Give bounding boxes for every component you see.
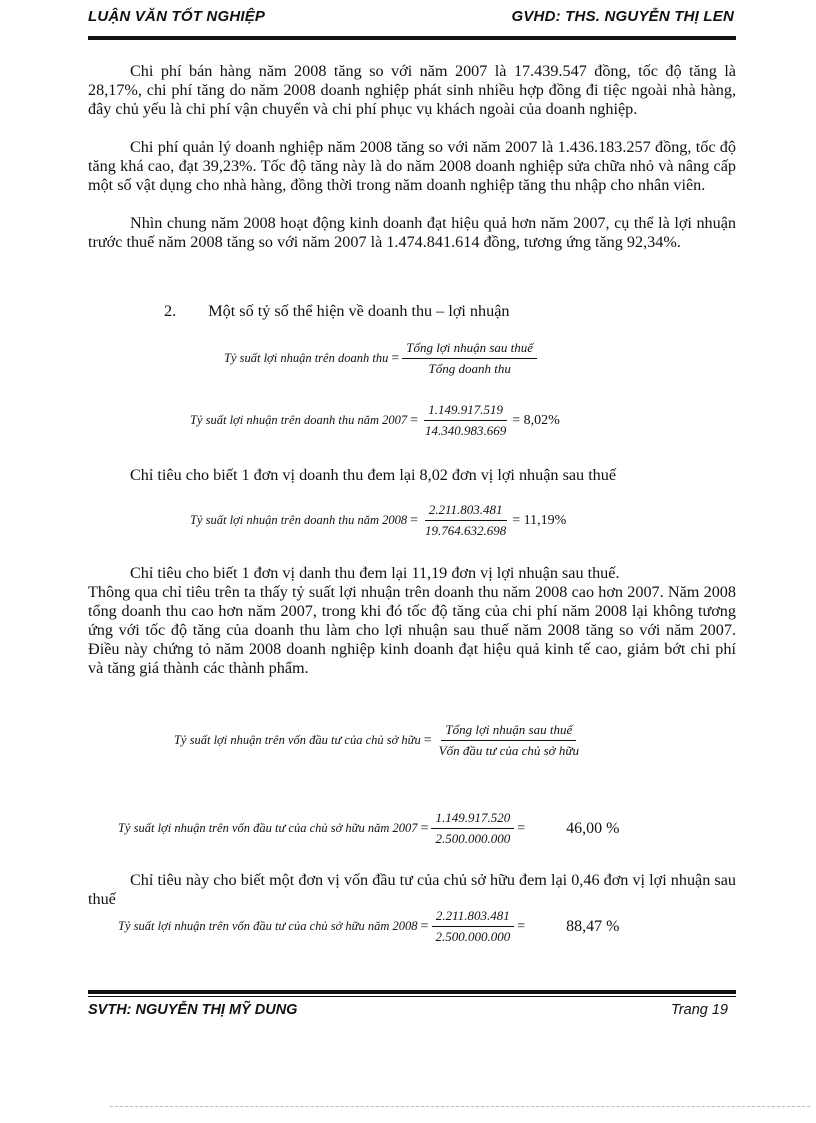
denominator: 2.500.000.000 — [435, 831, 511, 846]
paragraph-equity-note: Chỉ tiêu này cho biết một đơn vị vốn đầu tư của chủ sở hữu đem lại 0,46 đơn vị lợi nhuận sau thuế — [88, 871, 736, 908]
paragraph-overall-profit: Nhìn chung năm 2008 hoạt động kinh doanh đạt hiệu quả hơn năm 2007, cụ thể là lợi nhuận trước thuế năm 2008 tăng so với năm 2007 là 1.474.841.614 đồng, tương ứng tăng 92,34%. — [88, 214, 736, 251]
formula-label: Tỷ suất lợi nhuận trên vốn đầu tư của chủ sở hữu năm 2008 — [118, 919, 418, 933]
formula-result: 46,00 % — [566, 819, 620, 837]
fraction — [431, 908, 514, 945]
denominator: 14.340.983.669 — [425, 423, 507, 438]
formula-result: = 8,02% — [512, 412, 560, 428]
header-advisor: GVHD: THS. NGUYỄN THỊ LEN — [511, 8, 734, 25]
formula-profit-on-revenue-2008: Tỷ suất lợi nhuận trên doanh thu năm 2008 = $\frac{2.211.803.481}{19.764.632.698}$ = 11,19% — [190, 502, 567, 538]
page-number: Trang 19 — [671, 1002, 728, 1018]
paragraph-admin-expenses: Chi phí quản lý doanh nghiệp năm 2008 tăng so với năm 2007 là 1.436.183.257 đồng, tốc độ tăng khá cao, đạt 39,23%. Tốc độ tăng này là do năm 2008 doanh nghiệp sửa chữa nhỏ và nâng cấp một số vật dụng cho nhà hàng, đồng thời trong năm doanh nghiệp tăng thu nhập cho nhân viên. — [88, 138, 736, 194]
formula-label: Tỷ suất lợi nhuận trên doanh thu năm 2008 — [190, 513, 408, 527]
denominator: 19.764.632.698 — [425, 523, 507, 538]
page-header — [88, 8, 734, 30]
fraction — [421, 402, 510, 439]
footer-rule-thin — [88, 996, 736, 997]
fraction — [435, 722, 583, 759]
denominator: Vốn đầu tư của chủ sở hữu — [438, 743, 579, 758]
footer-rule-thick — [88, 990, 736, 994]
section-heading — [164, 302, 510, 321]
formula-label: Tỷ suất lợi nhuận trên vốn đầu tư của chủ sở hữu — [174, 733, 421, 747]
paragraph-analysis: Thông qua chỉ tiêu trên ta thấy tỷ suất lợi nhuận trên doanh thu năm 2008 cao hơn 2007. Năm 2008 tổng doanh thu cao hơn năm 2007, trong khi đó tốc độ tăng của chi phí năm 2008 lại không tương ứng với tốc độ tăng của doanh thu làm cho lợi nhuận sau thuế năm 2008 tăng so với năm 2007. Điều này chứng tỏ năm 2008 doanh nghiệp kinh doanh đạt hiệu quả kinh tế cao, giảm bớt chi phí và tăng giá thành các thành phẩm. — [88, 583, 736, 677]
fraction — [421, 502, 510, 539]
note-2008-ratio: Chỉ tiêu cho biết 1 đơn vị danh thu đem lại 11,19 đơn vị lợi nhuận sau thuế. — [130, 564, 620, 582]
header-thesis-title: LUẬN VĂN TỐT NGHIỆP — [88, 8, 266, 25]
formula-result: = 11,19% — [512, 512, 567, 528]
section-number: 2. — [164, 302, 177, 320]
formula-label: Tỷ suất lợi nhuận trên doanh thu — [224, 351, 389, 365]
formula-label: Tỷ suất lợi nhuận trên doanh thu năm 2007 — [190, 413, 408, 427]
paragraph-selling-expenses: Chi phí bán hàng năm 2008 tăng so với năm 2007 là 17.439.547 đồng, tốc độ tăng là 28,17%, chi phí tăng do năm 2008 doanh nghiệp phát sinh nhiều hợp đồng đi tiệc ngoài nhà hàng, đây chủ yếu là chi phí vận chuyển và chi phí phục vụ khách ngoài của doanh nghiệp. — [88, 62, 736, 118]
numerator: Tổng lợi nhuận sau thuế — [441, 722, 576, 741]
numerator: 2.211.803.481 — [432, 908, 514, 927]
formula-return-on-equity: Tỷ suất lợi nhuận trên vốn đầu tư của chủ sở hữu = $\frac{\text{Tổng lợi nhuận sau thuế}}{\text{Vốn đầu tư của chủ sở hữu}}$ — [174, 722, 583, 759]
denominator: Tổng doanh thu — [428, 361, 511, 376]
note-2007-ratio: Chỉ tiêu cho biết 1 đơn vị doanh thu đem lại 8,02 đơn vị lợi nhuận sau thuế — [130, 466, 617, 484]
formula-profit-on-revenue-2007: Tỷ suất lợi nhuận trên doanh thu năm 2007 = $\frac{1.149.917.519}{14.340.983.669}$ = 8,02% — [190, 402, 560, 438]
fraction — [431, 810, 514, 847]
formula-result: 88,47 % — [566, 917, 620, 935]
formula-profit-on-revenue: Tỷ suất lợi nhuận trên doanh thu = $\frac{\text{Tổng lợi nhuận sau thuế}}{\text{Tổng doanh thu}}$ — [224, 340, 537, 377]
footer-student: SVTH: NGUYỄN THỊ MỸ DUNG — [88, 1002, 298, 1018]
numerator: 1.149.917.519 — [424, 402, 507, 421]
formula-return-on-equity-2007: Tỷ suất lợi nhuận trên vốn đầu tư của chủ sở hữu năm 2007 = $\frac{1.149.917.520}{2.500.000.000}$ = 46,00 % — [118, 810, 620, 846]
formula-return-on-equity-2008: Tỷ suất lợi nhuận trên vốn đầu tư của chủ sở hữu năm 2008 = $\frac{2.211.803.481}{2.500.000.000}$ = 88,47 % — [118, 908, 620, 944]
section-title: Một số tỷ số thể hiện về doanh thu – lợi nhuận — [208, 302, 510, 320]
denominator: 2.500.000.000 — [435, 929, 511, 944]
formula-label: Tỷ suất lợi nhuận trên vốn đầu tư của chủ sở hữu năm 2007 — [118, 821, 418, 835]
header-rule — [88, 36, 736, 40]
numerator: 1.149.917.520 — [431, 810, 514, 829]
fraction — [402, 340, 537, 377]
scan-edge-mark — [110, 1106, 810, 1108]
numerator: 2.211.803.481 — [425, 502, 507, 521]
numerator: Tổng lợi nhuận sau thuế — [402, 340, 537, 359]
